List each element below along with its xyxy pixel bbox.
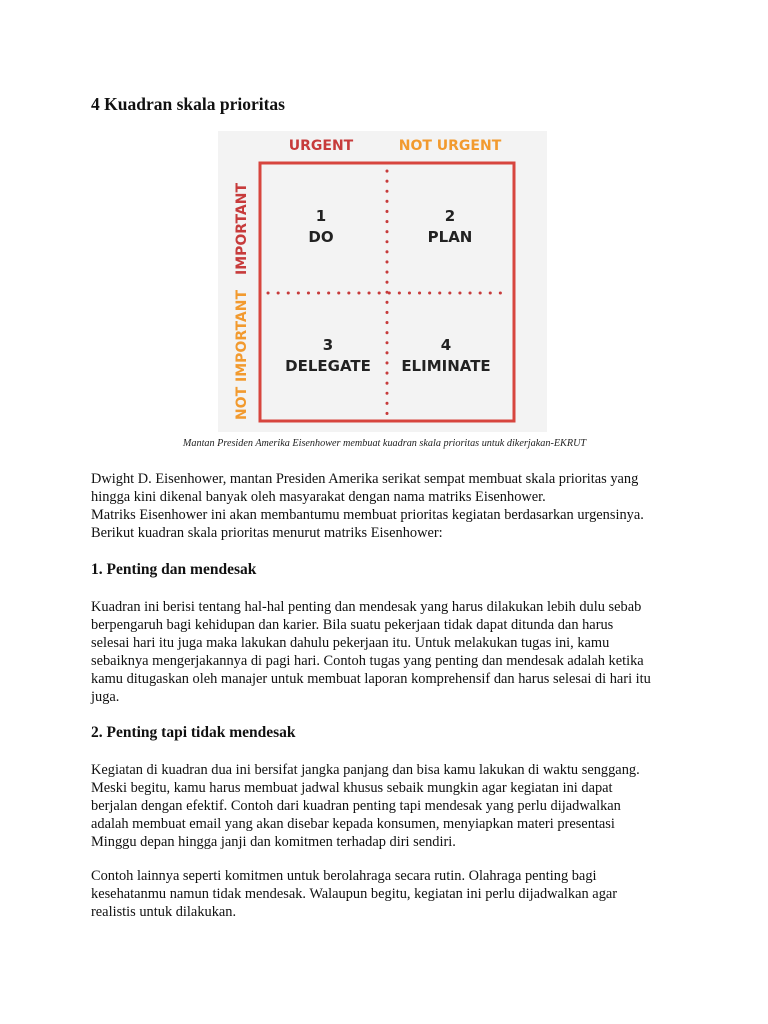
text-line: sebaiknya mengerjakannya di pagi hari. Contoh tugas yang penting dan mendesak adalah ketika [91,653,644,669]
text-line: Meski begitu, kamu harus membuat jadwal khusus sebaik mungkin agar kegiatan ini dapat [91,780,613,796]
text-line: Contoh lainnya seperti komitmen untuk berolahraga secara rutin. Olahraga penting bagi [91,868,597,884]
text-line: Minggu depan hingga janji dan komitmen terhadap diri sendiri. [91,834,456,850]
section-1-paragraph [91,598,691,706]
section-2-paragraph [91,761,691,851]
text-line: selesai hari itu juga maka lakukan dahulu pekerjaan itu. Untuk melakukan tugas ini, kamu [91,635,610,651]
text-line: hingga kini dikenal banyak oleh masyarakat dengan nama matriks Eisenhower. [91,489,546,505]
eisenhower-matrix-figure [218,131,547,432]
section-2-paragraph-2 [91,867,691,921]
matrix-col-urgent: URGENT [288,138,354,154]
quadrant-1-label: DO [308,228,334,246]
document-title: 4 Kuadran skala prioritas [91,94,285,114]
quadrant-1-number: 1 [315,207,327,225]
figure-caption: Mantan Presiden Amerika Eisenhower membuat kuadran skala prioritas untuk dikerjakan-EKRUT [182,438,587,449]
text-line: Matriks Eisenhower ini akan membantumu membuat prioritas kegiatan berdasarkan urgensinya. [91,507,644,523]
matrix-row-important: IMPORTANT [234,182,250,276]
section-2-heading: 2. Penting tapi tidak mendesak [91,724,296,741]
text-line: kamu ditugaskan oleh manajer untuk membuat laporan komprehensif dan harus selesai di hari itu [91,671,651,687]
text-line: berpengaruh bagi kehidupan dan karier. Bila suatu pekerjaan tidak dapat ditunda dan harus [91,617,614,633]
intro-paragraph [91,470,691,542]
text-line: kesehatanmu namun tidak mendesak. Walaupun begitu, kegiatan ini perlu dijadwalkan agar [91,886,618,902]
quadrant-3-number: 3 [322,336,334,354]
quadrant-4-label: ELIMINATE [401,357,491,375]
eisenhower-matrix-svg [218,131,547,432]
text-line: realistis untuk dilakukan. [91,904,237,920]
text-line: adalah membuat email yang akan disebar kepada konsumen, menyiapkan materi presentasi [91,816,615,832]
text-line: juga. [91,689,120,705]
text-line: Kuadran ini berisi tentang hal-hal penting dan mendesak yang harus dilakukan lebih dulu sebab [91,599,642,615]
quadrant-3-label: DELEGATE [285,357,371,375]
text-line: Kegiatan di kuadran dua ini bersifat jangka panjang dan bisa kamu lakukan di waktu senggang. [91,762,640,778]
quadrant-4-number: 4 [440,336,452,354]
text-line: Berikut kuadran skala prioritas menurut matriks Eisenhower: [91,525,443,541]
matrix-row-not-important: NOT IMPORTANT [234,289,250,421]
text-line: Dwight D. Eisenhower, mantan Presiden Amerika serikat sempat membuat skala prioritas yang [91,471,639,487]
quadrant-2-number: 2 [444,207,456,225]
quadrant-2-label: PLAN [427,228,473,246]
text-line: berjalan dengan efektif. Contoh dari kuadran penting tapi mendesak yang perlu dijadwalkan [91,798,621,814]
matrix-col-not-urgent: NOT URGENT [398,138,502,154]
section-1-heading: 1. Penting dan mendesak [91,561,257,578]
